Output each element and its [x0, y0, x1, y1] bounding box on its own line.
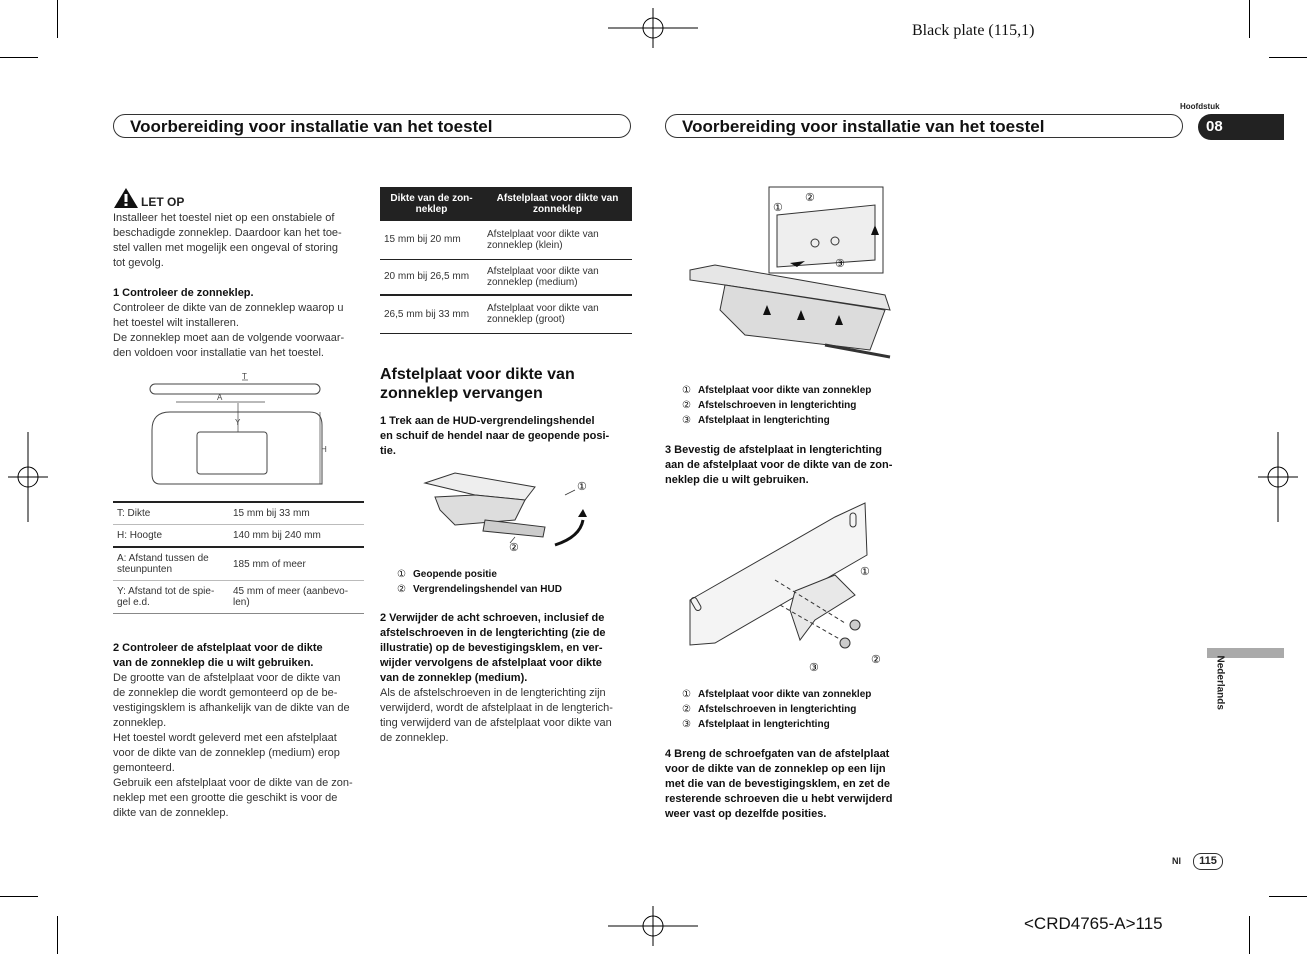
sun-visor-diagram	[140, 370, 340, 490]
table-row: Y: Afstand tot de spie-gel e.d. 45 mm of meer (aanbevo-len)	[117, 586, 349, 608]
caution-title: LET OP	[141, 195, 185, 209]
col3-step4-title: 4 Breng de schroefgaten van de afstelplaat voor de dikte van de zonneklep op een lijn met die van de bevestigingsklem, en zet de resterende schroeven die u hebt verwijderd weer vast op dezelfde posities.	[665, 748, 893, 820]
callout-2: ②	[509, 542, 519, 554]
label-y: Y	[235, 418, 241, 427]
callout-2: ②	[871, 654, 881, 666]
callout-3: ③	[809, 662, 819, 674]
registration-mark-right	[1258, 432, 1298, 522]
left-header-title: Voorbereiding voor installatie van het toestel	[113, 114, 631, 138]
caution-text: Installeer het toestel niet op een onstabiele of beschadigde zonneklep. Daardoor kan het toe- stel vallen met mogelijk een ongeval of storing tot gevolg.	[113, 212, 342, 269]
registration-mark-top	[608, 8, 698, 48]
plate-label: Black plate (115,1)	[912, 22, 1035, 39]
bracket-screws-figure	[685, 185, 895, 365]
col2-step2-text: Als de afstelschroeven in de lengterichting zijn verwijderd, wordt de afstelplaat in de lengterich- ting verwijderd van de afstelplaat voor dikte van de zonneklep.	[380, 687, 613, 744]
fig2-legend: ① Afstelplaat voor dikte van zonneklep ② Afstelschroeven in lengterichting ③ Afstelplaat in lengterichting	[682, 689, 872, 730]
registration-mark-left	[8, 432, 48, 522]
table-row: 26,5 mm bij 33 mm Afstelplaat voor dikte van zonneklep (groot)	[384, 303, 599, 326]
col1-step2-title: 2 Controleer de afstelplaat voor de dikte van de zonneklep die u wilt gebruiken.	[113, 642, 323, 669]
table-header-row: Dikte van de zon-neklep Afstelplaat voor dikte van zonneklep	[380, 187, 632, 221]
chapter-label: Hoofdstuk	[1180, 102, 1220, 111]
warning-icon	[113, 187, 139, 209]
label-t: T	[242, 372, 247, 381]
callout-1: ①	[577, 481, 587, 493]
step1-title: 1 Controleer de zonneklep.	[113, 287, 254, 299]
callout-1: ①	[860, 566, 870, 578]
col2-step1-title: 1 Trek aan de HUD-vergrendelingshendel en schuif de hendel naar de geopende posi- tie.	[380, 415, 610, 457]
col1-step2-text: De grootte van de afstelplaat voor de dikte van de zonneklep die wordt gemonteerd op de be- vestigingsklem is afhankelijk van de dikte van de zonneklep. Het toestel wordt geleverd met een afstelplaat voor de dikte van de zonneklep (medium) erop gemonteerd. Gebruik een afstelplaat voor de dikte van de zon- neklep met een grootte die geschikt is voor de dikte van de zonneklep.	[113, 672, 353, 819]
section-title: Afstelplaat voor dikte van zonneklep vervangen	[380, 366, 575, 402]
callout-3: ③	[835, 258, 845, 270]
hud-figure-legend: ① Geopende positie ② Vergrendelingshendel van HUD	[397, 569, 562, 595]
chapter-number: 08	[1206, 118, 1223, 135]
side-tab-language: Nederlands	[1214, 655, 1226, 710]
table-row: 20 mm bij 26,5 mm Afstelplaat voor dikte van zonneklep (medium)	[380, 259, 632, 295]
fig1-legend: ① Afstelplaat voor dikte van zonneklep ② Afstelschroeven in lengterichting ③ Afstelplaat in lengterichting	[682, 385, 872, 426]
page-number: 115	[1193, 853, 1223, 870]
label-a: A	[217, 393, 223, 402]
document-code: <CRD4765-A>115	[1024, 914, 1163, 933]
step1-text: Controleer de dikte van de zonneklep waarop u het toestel wilt installeren. De zonneklep moet aan de volgende voorwaar- den voldoen voor installatie van het toestel.	[113, 302, 345, 359]
chapter-badge	[1198, 114, 1284, 140]
table-row: T: Dikte 15 mm bij 33 mm	[113, 502, 364, 525]
visor-spec-table	[113, 501, 364, 614]
table-row: H: Hoogte 140 mm bij 240 mm	[113, 525, 364, 548]
right-header-title: Voorbereiding voor installatie van het toestel	[665, 114, 1183, 138]
table-row: 15 mm bij 20 mm Afstelplaat voor dikte van zonneklep (klein)	[380, 221, 632, 259]
registration-mark-bottom	[608, 906, 698, 946]
hud-lever-figure	[415, 465, 595, 555]
label-h: H	[321, 445, 327, 454]
callout-2: ②	[805, 192, 815, 204]
footer-lang-code: Nl	[1172, 856, 1181, 866]
plate-size-table	[380, 187, 632, 334]
callout-1: ①	[773, 202, 783, 214]
col3-step3-title: 3 Bevestig de afstelplaat in lengterichting aan de afstelplaat voor de dikte van de zon- neklep die u wilt gebruiken.	[665, 444, 893, 486]
col2-step2-title: 2 Verwijder de acht schroeven, inclusief de afstelschroeven in de lengterichting (zie de illustratie) op de bevestigingsklem, en ver- wijder vervolgens de afstelplaat voor dikte van de zonneklep (medium).	[380, 612, 606, 684]
plate-assembly-figure	[685, 495, 895, 675]
table-row: A: Afstand tussen de steunpunten 185 mm of meer	[113, 547, 364, 581]
